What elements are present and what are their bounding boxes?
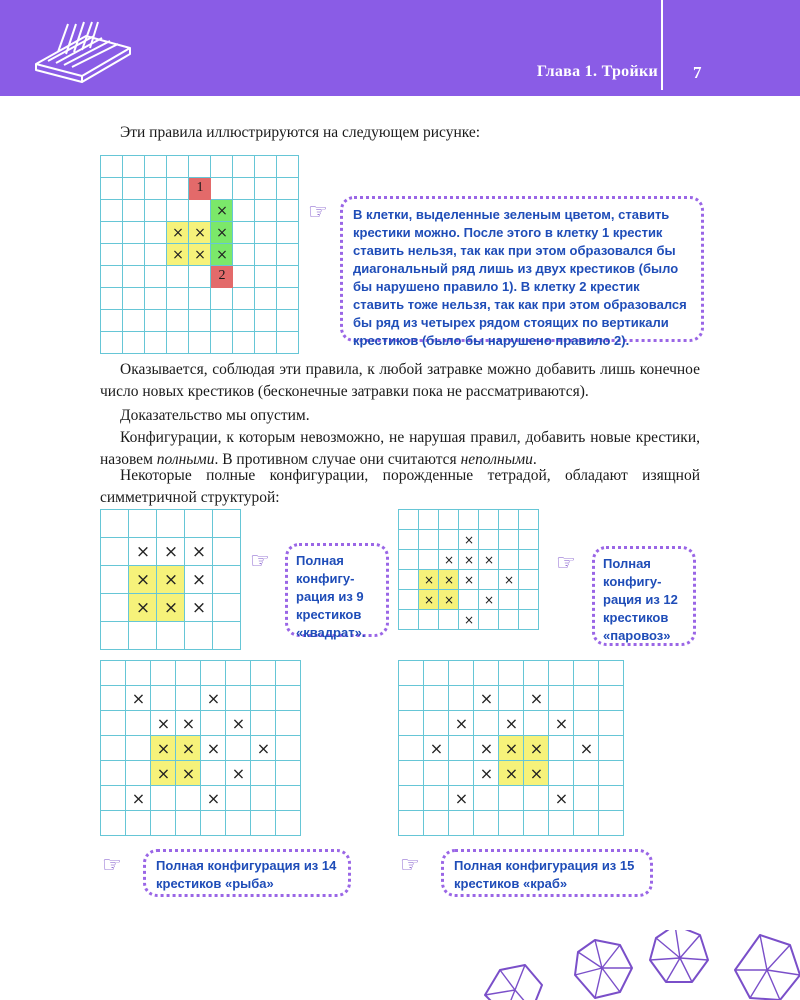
grid-cell <box>101 510 129 538</box>
grid-cell <box>276 661 301 686</box>
grid-cell <box>574 686 599 711</box>
cross-mark: × <box>163 598 179 618</box>
cross-mark: × <box>156 764 171 783</box>
grid-cell <box>101 711 126 736</box>
grid-cell <box>101 222 123 244</box>
paragraph-finite: Оказывается, соблюдая эти правила, к любой затравке можно добавить лишь конечное число новых крестиков (бесконечные затравки пока не рассматриваются). <box>100 361 700 400</box>
cross-mark: × <box>181 739 196 758</box>
grid-cell <box>145 222 167 244</box>
paragraph-proof: Доказательство мы опустим. <box>120 407 310 424</box>
grid-cell <box>189 266 211 288</box>
cross-mark: × <box>483 553 495 567</box>
grid-cell <box>276 811 301 836</box>
grid-cell <box>201 811 226 836</box>
cross-mark: × <box>206 689 221 708</box>
chapter-title: Глава 1. Тройки <box>536 63 658 80</box>
cross-mark: × <box>172 247 184 263</box>
grid-cell <box>519 510 539 530</box>
pointing-hand-icon: ☞ <box>308 200 328 225</box>
grid-cell <box>499 786 524 811</box>
grid-cell <box>399 550 419 570</box>
grid-cell <box>101 686 126 711</box>
page-header <box>0 0 800 96</box>
cross-mark: × <box>579 739 594 758</box>
grid-cell <box>101 266 123 288</box>
grid-cell <box>129 510 157 538</box>
grid-cell <box>211 178 233 200</box>
definition-text-2: . В противном случае они считаются <box>214 451 461 468</box>
grid-cell <box>211 332 233 354</box>
grid-cell <box>276 711 301 736</box>
cross-mark: × <box>463 573 475 587</box>
grid-cell <box>185 510 213 538</box>
fish-caption: Полная конфигурация из 14 крестиков «рыба» <box>143 849 351 897</box>
grid-cell <box>251 686 276 711</box>
cross-mark: × <box>191 570 207 590</box>
grid-cell <box>399 570 419 590</box>
pointing-hand-icon: ☞ <box>102 853 122 878</box>
grid-cell <box>101 736 126 761</box>
grid-cell <box>449 686 474 711</box>
grid-cell <box>251 786 276 811</box>
grid-cell <box>145 310 167 332</box>
grid-cell <box>574 811 599 836</box>
grid-cell <box>167 156 189 178</box>
grid-cell <box>276 736 301 761</box>
cross-mark: × <box>135 570 151 590</box>
grid-cell <box>424 811 449 836</box>
grid-crab-config <box>398 660 624 836</box>
grid-cell <box>189 288 211 310</box>
grid-cell <box>277 288 299 310</box>
cross-mark: × <box>172 225 184 241</box>
grid-cell <box>599 686 624 711</box>
grid-cell <box>145 288 167 310</box>
grid-cell <box>151 686 176 711</box>
grid-cell <box>399 736 424 761</box>
grid-cell <box>519 610 539 630</box>
grid-cell <box>101 288 123 310</box>
definition-text-3: . <box>532 451 537 468</box>
grid-cell <box>251 811 276 836</box>
grid-cell <box>201 711 226 736</box>
grid-cell <box>439 510 459 530</box>
grid-cell <box>399 661 424 686</box>
grid-cell <box>101 811 126 836</box>
grid-cell <box>519 550 539 570</box>
grid-cell <box>101 566 129 594</box>
grid-cell <box>499 811 524 836</box>
grid-cell <box>499 610 519 630</box>
grid-cell <box>449 661 474 686</box>
grid-cell <box>123 200 145 222</box>
grid-cell <box>574 786 599 811</box>
grid-cell <box>499 590 519 610</box>
cross-mark: × <box>504 739 519 758</box>
grid-cell <box>167 178 189 200</box>
grid-cell <box>101 332 123 354</box>
grid-cell <box>255 244 277 266</box>
cross-mark: × <box>181 764 196 783</box>
grid-cell <box>524 711 549 736</box>
grid-cell <box>277 244 299 266</box>
definition-text-1: Конфигурации, к которым невозможно, не нарушая правил, добавить новые крестики, назовем <box>100 429 700 468</box>
grid-cell <box>599 811 624 836</box>
grid-cell <box>167 266 189 288</box>
grid-cell <box>226 736 251 761</box>
grid-cell <box>157 622 185 650</box>
grid-cell <box>226 811 251 836</box>
grid-cell <box>189 200 211 222</box>
cross-mark: × <box>163 542 179 562</box>
page-number: 7 <box>693 63 702 82</box>
pointing-hand-icon: ☞ <box>250 549 270 574</box>
cross-mark: × <box>429 739 444 758</box>
grid-cell <box>277 200 299 222</box>
cross-mark: × <box>256 739 271 758</box>
cross-mark: × <box>529 689 544 708</box>
grid-cell <box>255 156 277 178</box>
grid-cell <box>549 736 574 761</box>
grid-cell <box>499 686 524 711</box>
cross-mark: × <box>191 542 207 562</box>
cross-mark: × <box>423 593 435 607</box>
grid-cell <box>167 200 189 222</box>
cross-mark: × <box>231 714 246 733</box>
cross-mark: × <box>454 789 469 808</box>
cross-mark: × <box>554 789 569 808</box>
grid-cell <box>439 530 459 550</box>
grid-cell <box>419 530 439 550</box>
grid-cell <box>233 222 255 244</box>
notebook-icon <box>28 14 138 84</box>
grid-cell <box>123 244 145 266</box>
cross-mark: × <box>216 225 228 241</box>
cross-mark: × <box>454 714 469 733</box>
grid-cell <box>519 530 539 550</box>
grid-cell <box>176 661 201 686</box>
grid-cell <box>126 661 151 686</box>
cross-mark: × <box>135 598 151 618</box>
pointing-hand-icon: ☞ <box>400 853 420 878</box>
grid-cell <box>277 156 299 178</box>
grid-cell <box>524 786 549 811</box>
grid-cell <box>399 761 424 786</box>
grid-cell <box>599 711 624 736</box>
grid-cell <box>101 538 129 566</box>
grid-cell <box>233 310 255 332</box>
grid-cell <box>126 761 151 786</box>
cross-mark: × <box>554 714 569 733</box>
grid-cell <box>574 761 599 786</box>
cross-mark: × <box>135 542 151 562</box>
grid-cell <box>211 310 233 332</box>
grid-cell <box>189 156 211 178</box>
grid-cell <box>176 811 201 836</box>
grid-cell <box>213 510 241 538</box>
cell-label-2: 2 <box>211 266 233 288</box>
grid-cell <box>233 288 255 310</box>
grid-cell <box>399 590 419 610</box>
grid-cell <box>479 610 499 630</box>
grid-cell <box>129 622 157 650</box>
grid-cell <box>101 244 123 266</box>
grid-cell <box>151 786 176 811</box>
grid-cell <box>176 686 201 711</box>
grid-cell <box>277 332 299 354</box>
rules-caption: В клетки, выделенные зеленым цветом, ставить крестики можно. После этого в клетку 1 крестик ставить нельзя, так как при этом образовался бы диагональный ряд лишь из двух крестиков (было бы нарушено правило 1). В клетку 2 крестик ставить тоже нельзя, так как при этом образовался бы ряд из четырех рядом стоящих по вертикали крестиков (было бы нарушено правило 2). <box>340 196 704 342</box>
grid-cell <box>549 811 574 836</box>
grid-cell <box>574 711 599 736</box>
grid-cell <box>233 244 255 266</box>
grid-cell <box>213 594 241 622</box>
grid-cell <box>479 570 499 590</box>
grid-cell <box>145 244 167 266</box>
grid-cell <box>157 510 185 538</box>
grid-cell <box>189 332 211 354</box>
cell-label-1: 1 <box>189 178 211 200</box>
cross-mark: × <box>194 247 206 263</box>
grid-cell <box>101 156 123 178</box>
grid-cell <box>277 178 299 200</box>
grid-cell <box>574 661 599 686</box>
grid-cell <box>123 288 145 310</box>
grid-cell <box>399 686 424 711</box>
grid-cell <box>524 811 549 836</box>
d20-dice-icon <box>470 930 800 1000</box>
grid-cell <box>499 510 519 530</box>
grid-cell <box>255 332 277 354</box>
grid-cell <box>101 761 126 786</box>
grid-cell <box>123 266 145 288</box>
term-incomplete: неполными <box>460 451 533 468</box>
grid-cell <box>226 786 251 811</box>
grid-cell <box>189 310 211 332</box>
grid-cell <box>201 661 226 686</box>
grid-cell <box>213 622 241 650</box>
cross-mark: × <box>463 533 475 547</box>
grid-cell <box>123 332 145 354</box>
grid-cell <box>211 156 233 178</box>
grid-cell <box>599 761 624 786</box>
grid-cell <box>167 332 189 354</box>
grid-cell <box>126 736 151 761</box>
grid-cell <box>123 156 145 178</box>
grid-cell <box>439 610 459 630</box>
grid-train-config <box>398 509 539 630</box>
grid-cell <box>499 550 519 570</box>
grid-cell <box>599 736 624 761</box>
intro-text: Эти правила иллюстрируются на следующем рисунке: <box>120 124 481 141</box>
pointing-hand-icon: ☞ <box>556 551 576 576</box>
cross-mark: × <box>503 573 515 587</box>
grid-cell <box>474 786 499 811</box>
cross-mark: × <box>479 689 494 708</box>
grid-cell <box>424 686 449 711</box>
grid-cell <box>449 736 474 761</box>
cross-mark: × <box>479 739 494 758</box>
grid-cell <box>255 222 277 244</box>
grid-cell <box>233 156 255 178</box>
cross-mark: × <box>463 613 475 627</box>
grid-fish-config <box>100 660 301 836</box>
grid-cell <box>474 661 499 686</box>
grid-cell <box>151 661 176 686</box>
grid-cell <box>276 786 301 811</box>
cross-mark: × <box>191 598 207 618</box>
crab-caption: Полная конфигурация из 15 крестиков «краб» <box>441 849 653 897</box>
grid-cell <box>277 310 299 332</box>
term-full: полными <box>156 451 215 468</box>
grid-cell <box>145 178 167 200</box>
grid-cell <box>399 530 419 550</box>
grid-cell <box>599 786 624 811</box>
grid-cell <box>255 266 277 288</box>
grid-cell <box>419 550 439 570</box>
grid-cell <box>399 786 424 811</box>
cross-mark: × <box>231 764 246 783</box>
grid-cell <box>233 200 255 222</box>
grid-cell <box>255 310 277 332</box>
grid-cell <box>233 266 255 288</box>
grid-cell <box>101 661 126 686</box>
cross-mark: × <box>131 689 146 708</box>
grid-cell <box>123 222 145 244</box>
grid-cell <box>233 332 255 354</box>
cross-mark: × <box>206 739 221 758</box>
cross-mark: × <box>423 573 435 587</box>
grid-cell <box>524 661 549 686</box>
grid-cell <box>101 200 123 222</box>
grid-cell <box>479 530 499 550</box>
cross-mark: × <box>443 553 455 567</box>
grid-cell <box>251 661 276 686</box>
grid-cell <box>499 530 519 550</box>
grid-cell <box>499 661 524 686</box>
grid-cell <box>276 686 301 711</box>
grid-cell <box>474 811 499 836</box>
grid-cell <box>255 288 277 310</box>
grid-cell <box>126 811 151 836</box>
grid-cell <box>101 178 123 200</box>
grid-cell <box>145 332 167 354</box>
train-caption: Полная конфигу-рация из 12 крестиков «паровоз» <box>592 546 696 646</box>
cross-mark: × <box>181 714 196 733</box>
grid-cell <box>276 761 301 786</box>
grid-cell <box>549 686 574 711</box>
grid-cell <box>213 566 241 594</box>
cross-mark: × <box>463 553 475 567</box>
grid-cell <box>479 510 499 530</box>
cross-mark: × <box>194 225 206 241</box>
cross-mark: × <box>443 593 455 607</box>
grid-cell <box>101 310 123 332</box>
grid-cell <box>277 222 299 244</box>
cross-mark: × <box>529 739 544 758</box>
grid-cell <box>519 590 539 610</box>
grid-cell <box>459 510 479 530</box>
grid-cell <box>424 661 449 686</box>
cross-mark: × <box>131 789 146 808</box>
grid-cell <box>255 178 277 200</box>
cross-mark: × <box>504 764 519 783</box>
grid-cell <box>449 761 474 786</box>
grid-cell <box>424 786 449 811</box>
cross-mark: × <box>156 739 171 758</box>
cross-mark: × <box>483 593 495 607</box>
grid-cell <box>201 761 226 786</box>
square-caption: Полная конфигу-рация из 9 крестиков «квадрат». <box>285 543 389 637</box>
grid-cell <box>419 610 439 630</box>
grid-cell <box>277 266 299 288</box>
grid-cell <box>474 711 499 736</box>
grid-cell <box>123 178 145 200</box>
grid-cell <box>549 661 574 686</box>
grid-cell <box>459 590 479 610</box>
grid-cell <box>399 510 419 530</box>
cross-mark: × <box>479 764 494 783</box>
grid-cell <box>145 266 167 288</box>
cross-mark: × <box>206 789 221 808</box>
grid-cell <box>167 288 189 310</box>
grid-cell <box>399 711 424 736</box>
grid-cell <box>145 156 167 178</box>
cross-mark: × <box>504 714 519 733</box>
grid-cell <box>226 661 251 686</box>
grid-cell <box>176 786 201 811</box>
grid-cell <box>424 711 449 736</box>
grid-cell <box>233 178 255 200</box>
cross-mark: × <box>163 570 179 590</box>
paragraph-symmetric: Некоторые полные конфигурации, порожденные тетрадой, обладают изящной симметричной структурой: <box>100 467 700 506</box>
grid-cell <box>126 711 151 736</box>
cross-mark: × <box>216 203 228 219</box>
grid-cell <box>599 661 624 686</box>
grid-rules-example <box>100 155 299 354</box>
cross-mark: × <box>156 714 171 733</box>
grid-cell <box>145 200 167 222</box>
grid-cell <box>424 761 449 786</box>
grid-cell <box>251 711 276 736</box>
grid-square-config <box>100 509 241 650</box>
grid-cell <box>151 811 176 836</box>
grid-cell <box>167 310 189 332</box>
grid-cell <box>549 761 574 786</box>
grid-cell <box>185 622 213 650</box>
cross-mark: × <box>443 573 455 587</box>
grid-cell <box>399 610 419 630</box>
grid-cell <box>519 570 539 590</box>
grid-cell <box>399 811 424 836</box>
grid-cell <box>213 538 241 566</box>
header-divider <box>661 0 663 90</box>
grid-cell <box>251 761 276 786</box>
grid-cell <box>101 594 129 622</box>
grid-cell <box>255 200 277 222</box>
cross-mark: × <box>529 764 544 783</box>
grid-cell <box>449 811 474 836</box>
grid-cell <box>211 288 233 310</box>
grid-cell <box>419 510 439 530</box>
grid-cell <box>101 622 129 650</box>
cross-mark: × <box>216 247 228 263</box>
grid-cell <box>123 310 145 332</box>
grid-cell <box>101 786 126 811</box>
grid-cell <box>226 686 251 711</box>
